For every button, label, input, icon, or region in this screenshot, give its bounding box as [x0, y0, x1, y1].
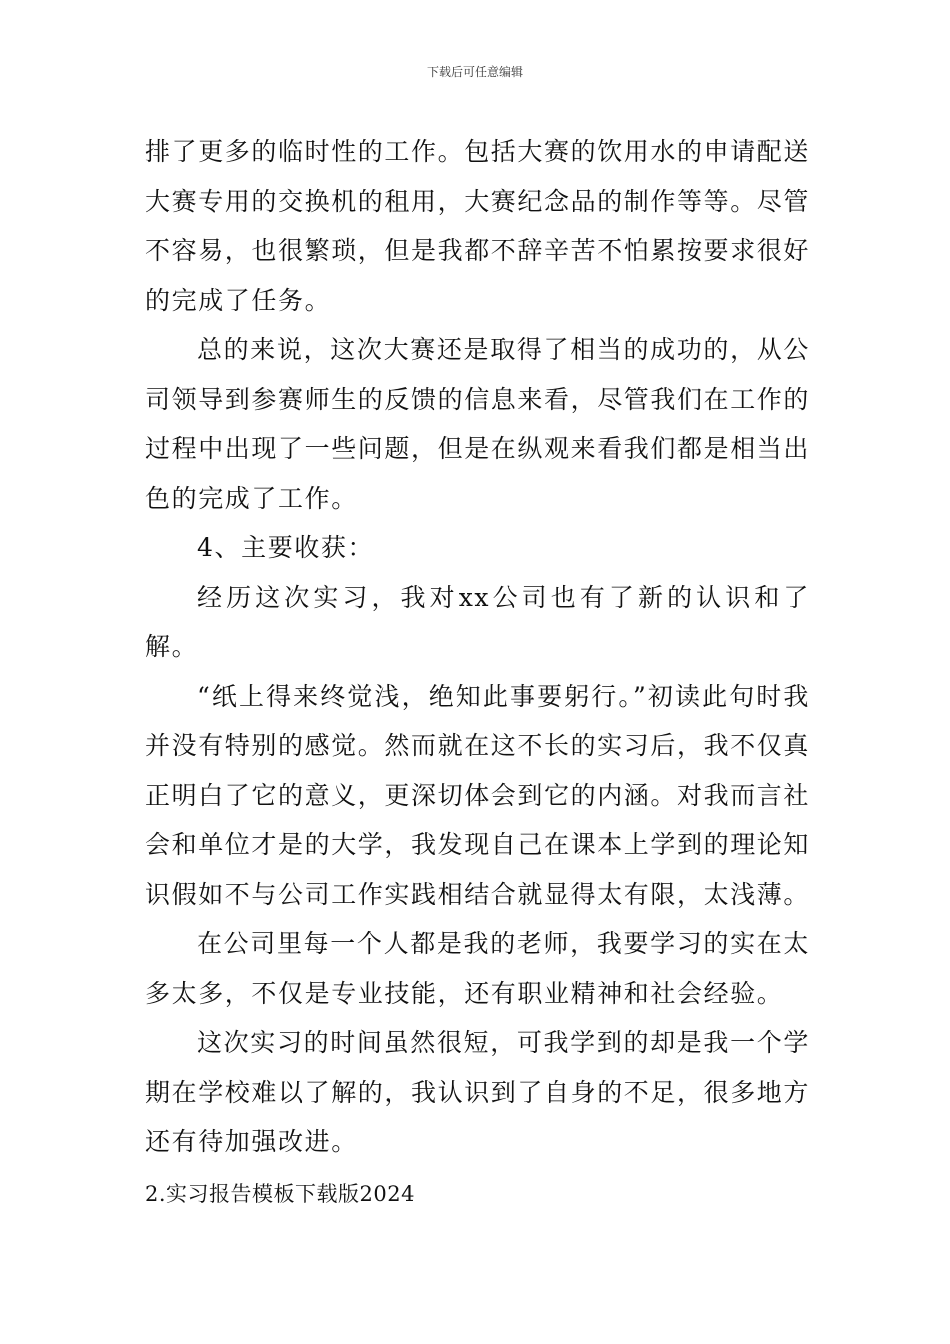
paragraph-teachers: 在公司里每一个人都是我的老师，我要学习的实在太多太多，不仅是专业技能，还有职业精神和社会经验。	[145, 929, 810, 1008]
subheading-main-gains: 4、主要收获：	[197, 533, 375, 562]
paragraph-continuation: 排了更多的临时性的工作。包括大赛的饮用水的申请配送大赛专用的交换机的租用，大赛纪念品的制作等等。尽管不容易，也很繁琐，但是我都不辞辛苦不怕累按要求很好的完成了任务。	[145, 137, 811, 315]
paragraph-conclusion: 这次实习的时间虽然很短，可我学到的却是我一个学期在学校难以了解的，我认识到了自身的不足，很多地方还有待加强改进。	[145, 1028, 811, 1156]
paragraph-new-understanding: 经历这次实习，我对xx公司也有了新的认识和了解。	[145, 582, 810, 661]
page-header: 下载后可任意编辑	[426, 65, 523, 79]
paragraph-quote: “纸上得来终觉浅，绝知此事要躬行。”初读此句时我并没有特别的感觉。然而就在这不长的实习后，我不仅真正明白了它的意义，更深切体会到它的内涵。对我而言社会和单位才是的大学，我发现自己在课本上学到的理论知识假如不与公司工作实践相结合就显得太有限，太浅薄。	[145, 681, 811, 909]
section-heading: 2.实习报告模板下载版2024	[145, 1182, 415, 1206]
paragraph-summary: 总的来说，这次大赛还是取得了相当的成功的，从公司领导到参赛师生的反馈的信息来看，尽管我们在工作的过程中出现了一些问题，但是在纵观来看我们都是相当出色的完成了工作。	[145, 335, 811, 513]
document-body	[145, 127, 810, 1167]
